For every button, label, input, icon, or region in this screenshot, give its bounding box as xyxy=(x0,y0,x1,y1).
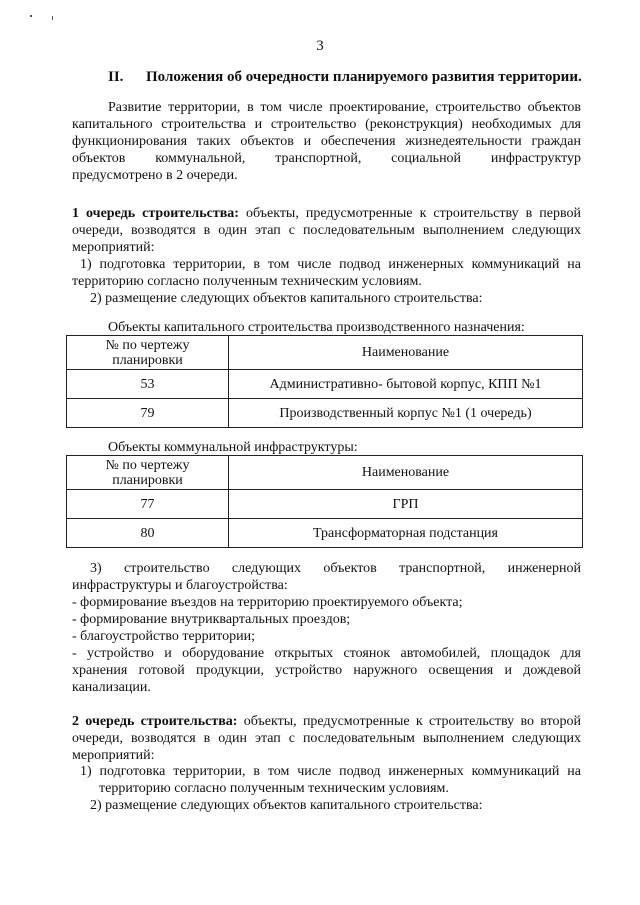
table-production-objects xyxy=(66,335,583,428)
header-name-cell: Наименование xyxy=(229,336,583,370)
table2-caption: Объекты коммунальной инфраструктуры: xyxy=(108,440,358,455)
intro-line: капитального строительства и строительство (реконструкция) необходимых для xyxy=(72,117,581,132)
stage1-text: объекты, предусмотренные к строительству в первой xyxy=(238,206,581,221)
table1-caption: Объекты капитального строительства производственного назначения: xyxy=(108,320,525,335)
header-number-line: № по чертежу xyxy=(105,457,190,473)
table-row xyxy=(67,370,583,399)
section-title xyxy=(108,69,582,86)
scan-speck xyxy=(30,15,32,17)
stage1-line: мероприятий: xyxy=(72,240,155,255)
table-row xyxy=(67,490,583,519)
stage1-item-line: территорию согласно полученным техническим условиям. xyxy=(72,274,422,289)
stage2-line: мероприятий: xyxy=(72,748,155,763)
section-roman-numeral: II. xyxy=(108,69,124,85)
intro-line: функционирования таких объектов и обеспечения жизнедеятельности граждан xyxy=(72,134,581,149)
row-number-cell: 53 xyxy=(67,370,229,399)
bullet-item: - благоустройство территории; xyxy=(72,629,255,644)
intro-line: объектов коммунальной, транспортной, социальной инфраструктур xyxy=(72,151,581,166)
stage2-paragraph xyxy=(72,713,581,764)
bullet-item-continuation: канализации. xyxy=(72,680,151,695)
page-number: 3 xyxy=(316,38,324,54)
stage2-item-1 xyxy=(72,763,581,797)
table-utility-objects xyxy=(66,455,583,548)
header-number-cell xyxy=(67,336,229,370)
intro-line: предусмотрено в 2 очереди. xyxy=(72,168,238,183)
row-number-cell: 80 xyxy=(67,519,229,548)
row-number-cell: 77 xyxy=(67,490,229,519)
bullet-item: - устройство и оборудование открытых стоянок автомобилей, площадок для xyxy=(72,646,581,661)
stage2-item-line: территорию согласно полученным техническим условиям. xyxy=(99,781,449,796)
row-name-cell: Административно- бытовой корпус, КПП №1 xyxy=(229,370,583,399)
stage1-line: очереди, возводятся в один этап с последовательным выполнением следующих xyxy=(72,223,581,238)
section-title-text: Положения об очередности планируемого развития территории. xyxy=(146,69,582,85)
header-number-line: № по чертежу xyxy=(105,337,190,353)
table-row xyxy=(67,399,583,428)
row-name-cell: Производственный корпус №1 (1 очередь) xyxy=(229,399,583,428)
table-header-row xyxy=(67,336,583,370)
stage1-item-2: 2) размещение следующих объектов капитального строительства: xyxy=(90,291,483,306)
stage1-item-line: инфраструктуры и благоустройства: xyxy=(72,578,288,593)
stage1-bullet-list xyxy=(72,594,581,696)
stage1-heading: 1 очередь строительства: xyxy=(72,206,239,221)
scan-speck xyxy=(52,16,53,20)
table-row xyxy=(67,519,583,548)
row-name-cell: ГРП xyxy=(229,490,583,519)
row-name-cell: Трансформаторная подстанция xyxy=(229,519,583,548)
header-name-cell: Наименование xyxy=(229,456,583,490)
stage2-heading: 2 очередь строительства: xyxy=(72,714,238,729)
stage2-item-2: 2) размещение следующих объектов капитального строительства: xyxy=(90,798,483,813)
bullet-item: - формирование внутриквартальных проездов; xyxy=(72,612,351,627)
header-number-line: планировки xyxy=(112,352,183,368)
intro-paragraph xyxy=(72,99,581,184)
stage1-item-1 xyxy=(72,256,581,290)
stage1-first-line xyxy=(72,205,581,222)
intro-line: Развитие территории, в том числе проектирование, строительство объектов xyxy=(108,100,581,115)
stage1-paragraph xyxy=(72,205,581,256)
stage1-item-line: 1) подготовка территории, в том числе подвод инженерных коммуникаций на xyxy=(80,257,581,272)
stage1-item-line: 3) строительство следующих объектов транспортной, инженерной xyxy=(90,561,581,576)
bullet-item-continuation: хранения готовой продукции, устройство наружного освещения и дождевой xyxy=(72,663,581,678)
stage2-item-line: 1) подготовка территории, в том числе подвод инженерных коммуникаций на xyxy=(80,764,581,779)
row-number-cell: 79 xyxy=(67,399,229,428)
stage1-item-3 xyxy=(72,560,581,594)
stage2-text: объекты, предусмотренные к строительству во второй xyxy=(237,714,581,729)
bullet-item: - формирование въездов на территорию проектируемого объекта; xyxy=(72,595,463,610)
stage2-first-line xyxy=(72,713,581,730)
header-number-cell xyxy=(67,456,229,490)
table-header-row xyxy=(67,456,583,490)
stage2-line: очереди, возводятся в один этап с последовательным выполнением следующих xyxy=(72,731,581,746)
header-number-line: планировки xyxy=(112,472,183,488)
